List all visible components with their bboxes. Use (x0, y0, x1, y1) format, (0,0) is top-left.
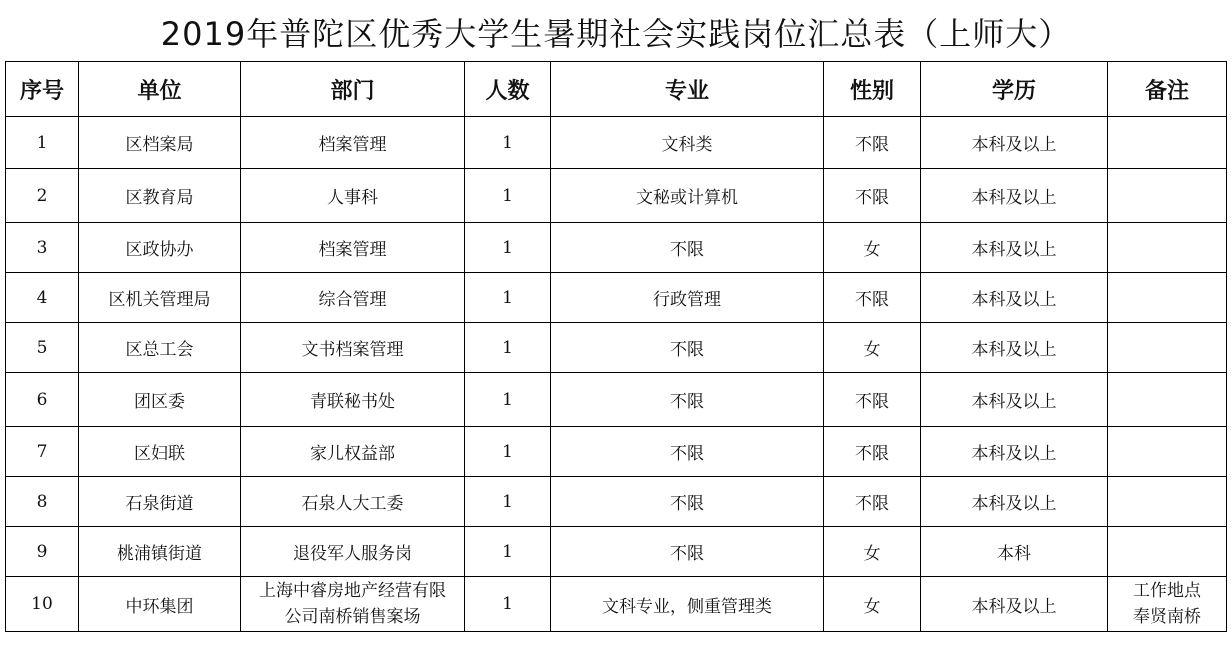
cell-count: 1 (465, 477, 551, 527)
cell-education: 本科及以上 (921, 427, 1108, 477)
header-gender: 性别 (824, 62, 921, 117)
cell-department: 档案管理 (241, 117, 465, 169)
table-row (6, 477, 1227, 527)
cell-no: 3 (6, 223, 79, 273)
cell-gender: 女 (824, 223, 921, 273)
cell-unit: 区妇联 (79, 427, 241, 477)
cell-major: 不限 (551, 427, 824, 477)
cell-no: 10 (6, 577, 79, 632)
cell-no: 6 (6, 373, 79, 427)
cell-department: 退役军人服务岗 (241, 527, 465, 577)
cell-department: 上海中睿房地产经营有限 公司南桥销售案场 (241, 577, 465, 632)
cell-education: 本科及以上 (921, 373, 1108, 427)
cell-no: 9 (6, 527, 79, 577)
table-row (6, 577, 1227, 632)
cell-count: 1 (465, 323, 551, 373)
cell-note (1108, 427, 1227, 477)
cell-education: 本科及以上 (921, 477, 1108, 527)
cell-count: 1 (465, 527, 551, 577)
cell-education: 本科及以上 (921, 577, 1108, 632)
cell-unit: 团区委 (79, 373, 241, 427)
cell-gender: 不限 (824, 273, 921, 323)
cell-gender: 不限 (824, 427, 921, 477)
cell-no: 4 (6, 273, 79, 323)
cell-major: 文科类 (551, 117, 824, 169)
cell-department: 家儿权益部 (241, 427, 465, 477)
cell-gender: 不限 (824, 117, 921, 169)
cell-major: 不限 (551, 373, 824, 427)
cell-gender: 不限 (824, 169, 921, 223)
table-row (6, 527, 1227, 577)
cell-count: 1 (465, 273, 551, 323)
cell-major: 不限 (551, 223, 824, 273)
header-education: 学历 (921, 62, 1108, 117)
cell-count: 1 (465, 223, 551, 273)
cell-unit: 中环集团 (79, 577, 241, 632)
cell-education: 本科及以上 (921, 223, 1108, 273)
table-header-row (6, 62, 1227, 117)
cell-gender: 不限 (824, 373, 921, 427)
cell-department: 人事科 (241, 169, 465, 223)
cell-note (1108, 117, 1227, 169)
cell-major: 不限 (551, 323, 824, 373)
cell-department: 石泉人大工委 (241, 477, 465, 527)
cell-department: 青联秘书处 (241, 373, 465, 427)
cell-note (1108, 323, 1227, 373)
cell-major: 行政管理 (551, 273, 824, 323)
header-count: 人数 (465, 62, 551, 117)
cell-education: 本科 (921, 527, 1108, 577)
header-department: 部门 (241, 62, 465, 117)
cell-unit: 石泉街道 (79, 477, 241, 527)
cell-education: 本科及以上 (921, 323, 1108, 373)
cell-no: 5 (6, 323, 79, 373)
cell-education: 本科及以上 (921, 169, 1108, 223)
cell-department: 档案管理 (241, 223, 465, 273)
cell-no: 7 (6, 427, 79, 477)
cell-unit: 桃浦镇街道 (79, 527, 241, 577)
header-no: 序号 (6, 62, 79, 117)
cell-note (1108, 223, 1227, 273)
table-row (6, 169, 1227, 223)
cell-unit: 区总工会 (79, 323, 241, 373)
cell-note (1108, 373, 1227, 427)
table-row (6, 223, 1227, 273)
cell-count: 1 (465, 427, 551, 477)
header-unit: 单位 (79, 62, 241, 117)
cell-count: 1 (465, 577, 551, 632)
cell-unit: 区政协办 (79, 223, 241, 273)
cell-count: 1 (465, 117, 551, 169)
cell-gender: 不限 (824, 477, 921, 527)
cell-unit: 区教育局 (79, 169, 241, 223)
cell-department: 文书档案管理 (241, 323, 465, 373)
cell-note (1108, 273, 1227, 323)
cell-note (1108, 477, 1227, 527)
cell-no: 8 (6, 477, 79, 527)
cell-department: 综合管理 (241, 273, 465, 323)
cell-major: 文秘或计算机 (551, 169, 824, 223)
cell-note (1108, 527, 1227, 577)
cell-education: 本科及以上 (921, 117, 1108, 169)
cell-count: 1 (465, 373, 551, 427)
cell-education: 本科及以上 (921, 273, 1108, 323)
cell-gender: 女 (824, 577, 921, 632)
table-row (6, 273, 1227, 323)
cell-note: 工作地点 奉贤南桥 (1108, 577, 1227, 632)
cell-major: 不限 (551, 527, 824, 577)
cell-note (1108, 169, 1227, 223)
positions-table (5, 61, 1227, 632)
cell-unit: 区档案局 (79, 117, 241, 169)
cell-no: 1 (6, 117, 79, 169)
table-row (6, 373, 1227, 427)
header-major: 专业 (551, 62, 824, 117)
cell-unit: 区机关管理局 (79, 273, 241, 323)
cell-major: 不限 (551, 477, 824, 527)
cell-gender: 女 (824, 527, 921, 577)
page-title: 2019年普陀区优秀大学生暑期社会实践岗位汇总表（上师大） (160, 15, 1072, 53)
cell-gender: 女 (824, 323, 921, 373)
table-row (6, 117, 1227, 169)
cell-major: 文科专业，侧重管理类 (551, 577, 824, 632)
table-row (6, 323, 1227, 373)
table-row (6, 427, 1227, 477)
cell-no: 2 (6, 169, 79, 223)
cell-count: 1 (465, 169, 551, 223)
header-note: 备注 (1108, 62, 1227, 117)
